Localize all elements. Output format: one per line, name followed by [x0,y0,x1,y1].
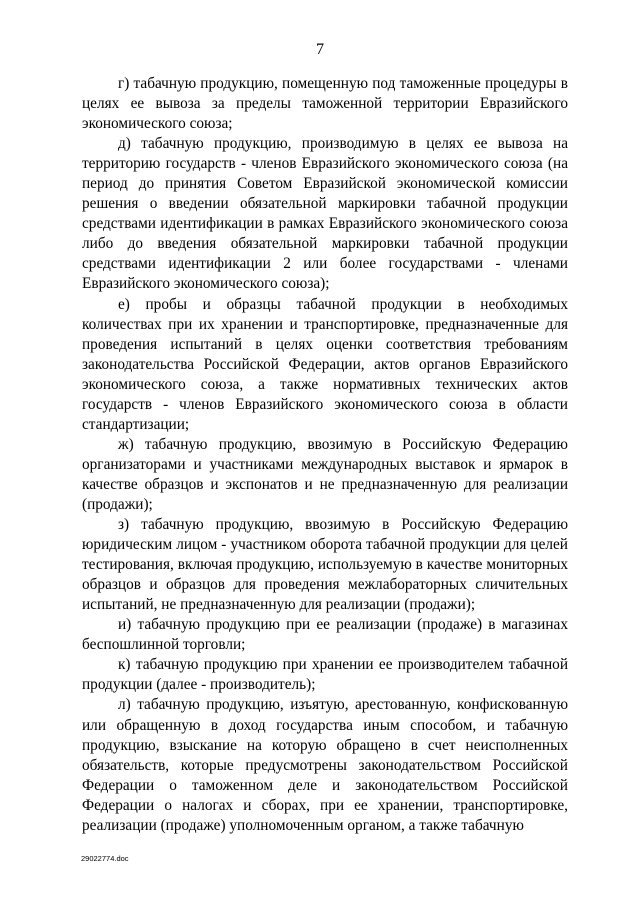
paragraph-l: л) табачную продукцию, изъятую, арестованную, конфискованную или обращенную в доход государства иным способом, и табачную продукцию, взыскание на которую обращено в счет неисполненных обязательств, которые предусмотрены законодательством Российской Федерации о таможенном деле и законодательством Российской Федерации о налогах и сборах, при ее хранении, транспортировке, реализации (продаже) уполномоченным органом, а также табачную [82,696,568,834]
paragraph-e: е) пробы и образцы табачной продукции в необходимых количествах при их хранении и транспортировке, предназначенные для проведения испытаний в целях оценки соответствия требованиям законодательства Российской Федерации, актов органов Евразийского экономического союза, а также нормативных технических актов государств - членов Евразийского экономического союза в области стандартизации; [82,295,568,433]
page-number: 7 [316,41,324,58]
paragraph-g: г) табачную продукцию, помещенную под таможенные процедуры в целях ее вывоза за пределы таможенной территории Евразийского экономического союза; [82,75,568,133]
document-filename: 29022774.doc [81,854,129,863]
paragraph-zh: ж) табачную продукцию, ввозимую в Российскую Федерацию организаторами и участниками международных выставок и ярмарок в качестве образцов и экспонатов и не предназначенную для реализации (продажи); [82,435,568,513]
document-body [82,74,568,836]
paragraph-i: и) табачную продукцию при ее реализации (продаже) в магазинах беспошлинной торговли; [82,616,568,654]
paragraph-d: д) табачную продукцию, производимую в целях ее вывоза на территорию государств - членов Евразийского экономического союза (на период до принятия Советом Евразийской экономической комиссии решения о введении обязательной маркировки табачной продукции средствами идентификации в рамках Евразийского экономического союза либо до введения обязательной маркировки табачной продукции средствами идентификации 2 или более государствами - членами Евразийского экономического союза); [82,135,568,293]
paragraph-z: з) табачную продукцию, ввозимую в Российскую Федерацию юридическим лицом - участником оборота табачной продукции для целей тестирования, включая продукцию, используемую в качестве мониторных образцов и образцов для проведения межлабораторных сличительных испытаний, не предназначенную для реализации (продажи); [82,516,568,614]
paragraph-k: к) табачную продукцию при хранении ее производителем табачной продукции (далее - производитель); [82,656,568,694]
